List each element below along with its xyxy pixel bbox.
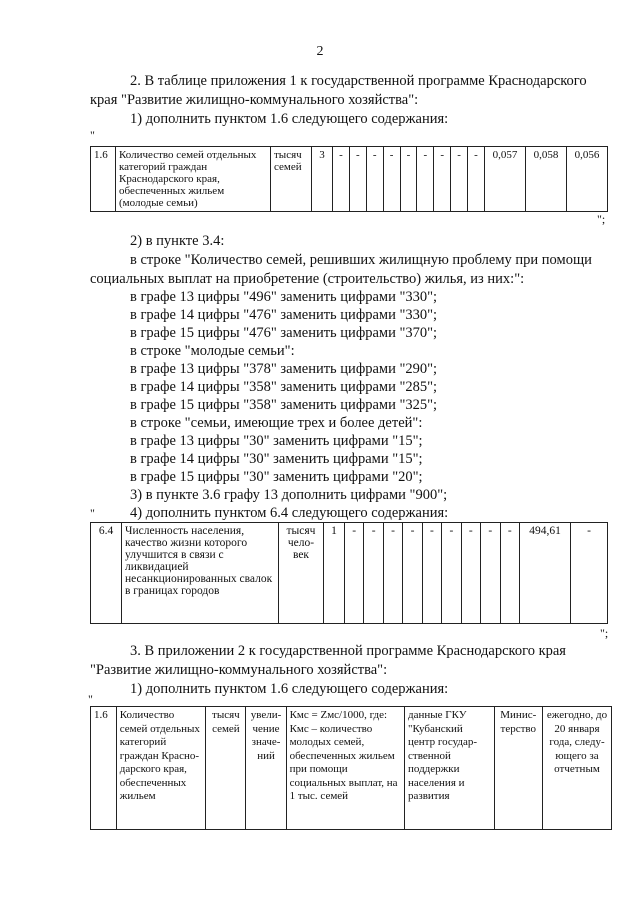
t3-source: данные ГКУ "Кубанский центр государ-ственной поддержки населения и развития [405,707,495,830]
t2-dash: - [461,523,480,624]
para34-l9: в графе 14 цифры "358" заменить цифрами "285"; [130,379,438,395]
page-number: 2 [316,44,324,59]
table-program-6-4 [90,522,608,624]
table-appendix2-1-6 [90,706,612,830]
para34-l5: в графе 14 цифры "476" заменить цифрами "330"; [130,307,438,323]
t1-dash: - [451,147,468,212]
para34-l11: в строке "семьи, имеющие трех и более детей": [130,415,423,431]
t3-direction: увели-чение значе-ний [246,707,286,830]
para34-l4: в графе 13 цифры "496" заменить цифрами "330"; [130,289,438,305]
t2-dash: - [442,523,461,624]
t2-dash: - [422,523,441,624]
para34-l1: 2) в пункте 3.4: [130,233,225,249]
para34-l13: в графе 14 цифры "30" заменить цифрами "15"; [130,451,423,467]
t1-dash: - [383,147,400,212]
para34-l12: в графе 13 цифры "30" заменить цифрами "15"; [130,433,423,449]
t3-method: Кмс = Zмс/1000, где: Кмс – количество молодых семей, обеспеченных жильем при помощи социальных выплат, на 1 тыс. семей [286,707,404,830]
t3-name: Количество семей отдельных категорий граждан Красно-дарского края, обеспеченных жильем [116,707,206,830]
t1-status: 3 [312,147,333,212]
t3-num: 1.6 [91,707,117,830]
para34-l8: в графе 13 цифры "378" заменить цифрами "290"; [130,361,438,377]
t2-dash: - [500,523,520,624]
t2-v15: - [571,523,608,624]
t1-v13: 0,057 [485,147,526,212]
t2-unit: тысяч чело-век [279,523,324,624]
t2-num: 6.4 [91,523,122,624]
para2-line1: 2. В таблице приложения 1 к государственной программе Краснодарского [130,73,587,89]
t1-dash: - [434,147,451,212]
table-row [91,523,608,624]
para34-l16: 4) дополнить пунктом 6.4 следующего содержания: [130,505,449,521]
t1-name: Количество семей отдельных категорий граждан Краснодарского края, обеспеченных жильем (молодые семьи) [116,147,271,212]
t3-unit: тысяч семей [206,707,246,830]
table-row [91,707,612,830]
t1-unit: тысяч семей [271,147,312,212]
para3-line1: 3. В приложении 2 к государственной программе Краснодарского края [130,643,566,659]
para34-l10: в графе 15 цифры "358" заменить цифрами "325"; [130,397,438,413]
para34-l15: 3) в пункте 3.6 графу 13 дополнить цифрами "900"; [130,487,448,503]
para2-line2: края "Развитие жилищно-коммунального хозяйства": [90,92,419,108]
t1-v14: 0,058 [526,147,567,212]
t2-dash: - [345,523,364,624]
para3-line3: 1) дополнить пунктом 1.6 следующего содержания: [130,681,449,697]
t1-num: 1.6 [91,147,116,212]
para34-l14: в графе 15 цифры "30" заменить цифрами "20"; [130,469,423,485]
table-row [91,147,608,212]
t1-dash: - [468,147,485,212]
table-program-1-6 [90,146,608,212]
t2-dash: - [383,523,402,624]
quote-open-1: " [90,128,95,142]
t2-status: 1 [324,523,345,624]
quote-open-3: " [88,692,93,706]
t3-period: ежегодно, до 20 января года, следу-ющего за отчетным [542,707,611,830]
t1-dash: - [400,147,417,212]
quote-close-1: "; [597,212,606,226]
t3-responsible: Минис-терство [494,707,542,830]
para3-line2: "Развитие жилищно-коммунального хозяйства": [90,662,388,678]
t1-dash: - [366,147,383,212]
t2-dash: - [403,523,422,624]
quote-close-2: "; [600,626,609,640]
para34-l2: в строке "Количество семей, решивших жилищную проблему при помощи [130,252,592,268]
t1-dash: - [349,147,366,212]
t2-dash: - [364,523,383,624]
quote-open-2: " [90,506,95,520]
t2-v14: 494,61 [520,523,571,624]
t2-dash: - [481,523,500,624]
t2-name: Численность населения, качество жизни которого улучшится в связи с ликвидацией несанкционированных свалок в границах городов [122,523,279,624]
t1-dash: - [417,147,434,212]
para34-l6: в графе 15 цифры "476" заменить цифрами "370"; [130,325,438,341]
para34-l3: социальных выплат на приобретение (строительство) жилья, из них:": [90,271,525,287]
para2-line3: 1) дополнить пунктом 1.6 следующего содержания: [130,111,449,127]
t1-dash: - [333,147,350,212]
t1-v15: 0,056 [567,147,608,212]
para34-l7: в строке "молодые семьи": [130,343,295,359]
